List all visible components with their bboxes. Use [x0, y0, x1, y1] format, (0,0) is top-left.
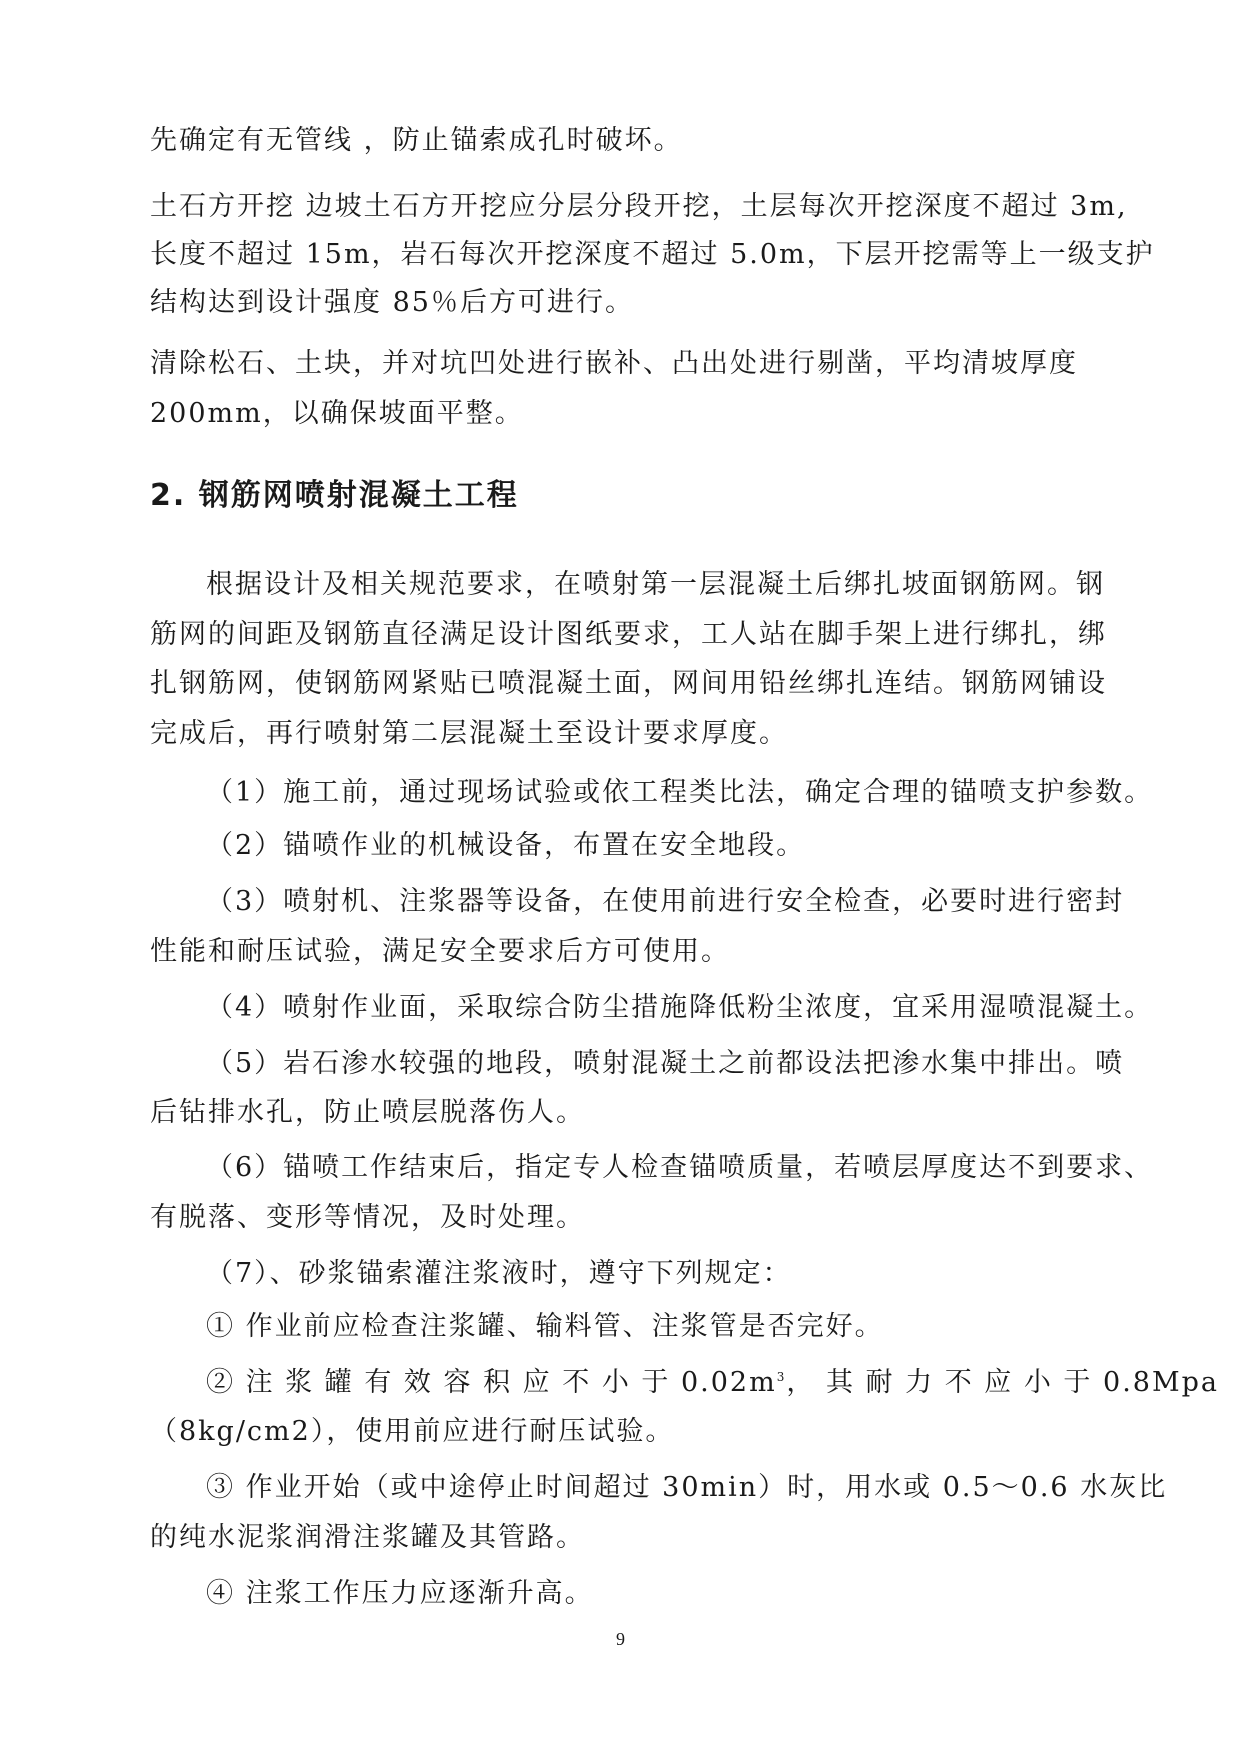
- sub-list-item: ④ 注浆工作压力应逐渐升高。: [206, 1578, 594, 1609]
- superscript: 3: [776, 1370, 787, 1384]
- list-item: （2）锚喷作业的机械设备，布置在安全地段。: [206, 830, 806, 861]
- list-item: （7）、砂浆锚索灌注浆液时，遵守下列规定：: [206, 1258, 792, 1289]
- paragraph-line: 完成后，再行喷射第二层混凝土至设计要求厚度。: [150, 718, 788, 749]
- sub-list-item: ① 作业前应检查注浆罐、输料管、注浆管是否完好。: [206, 1311, 884, 1342]
- sub-list-item-continuation: （8kg/cm2），使用前应进行耐压试验。: [150, 1416, 675, 1447]
- list-item: （1）施工前，通过现场试验或依工程类比法，确定合理的锚喷支护参数。: [206, 777, 1154, 808]
- sub-list-item-text: ， 其 耐 力 不 应 小 于 0.8Mpa: [786, 1367, 1219, 1398]
- list-item-continuation: 性能和耐压试验，满足安全要求后方可使用。: [150, 936, 730, 967]
- section-heading: 2. 钢筋网喷射混凝土工程: [150, 478, 519, 513]
- text-line: 土石方开挖 边坡土石方开挖应分层分段开挖，土层每次开挖深度不超过 3m,: [150, 191, 1128, 222]
- text-line: 先确定有无管线 ，防止锚索成孔时破坏。: [150, 125, 683, 156]
- list-item: （5）岩石渗水较强的地段，喷射混凝土之前都设法把渗水集中排出。喷: [206, 1048, 1125, 1079]
- text-line: 200mm，以确保坡面平整。: [150, 398, 524, 429]
- sub-list-item: [206, 1366, 1219, 1400]
- sub-list-item: ③ 作业开始（或中途停止时间超过 30min）时，用水或 0.5～0.6 水灰比: [206, 1472, 1168, 1503]
- list-item: （4）喷射作业面，采取综合防尘措施降低粉尘浓度，宜采用湿喷混凝土。: [206, 992, 1154, 1023]
- paragraph-line: 筋网的间距及钢筋直径满足设计图纸要求，工人站在脚手架上进行绑扎，绑: [150, 619, 1107, 650]
- text-line: 结构达到设计强度 85％后方可进行。: [150, 287, 634, 318]
- text-line: 清除松石、土块，并对坑凹处进行嵌补、凸出处进行剔凿，平均清坡厚度: [150, 348, 1078, 379]
- paragraph-line: 根据设计及相关规范要求，在喷射第一层混凝土后绑扎坡面钢筋网。钢: [206, 569, 1105, 600]
- text-line: 长度不超过 15m，岩石每次开挖深度不超过 5.0m，下层开挖需等上一级支护: [150, 239, 1155, 270]
- paragraph-line: 扎钢筋网，使钢筋网紧贴已喷混凝土面，网间用铅丝绑扎连结。钢筋网铺设: [150, 668, 1107, 699]
- list-item: （3）喷射机、注浆器等设备，在使用前进行安全检查，必要时进行密封: [206, 886, 1125, 917]
- page-number: 9: [616, 1629, 625, 1649]
- list-item-continuation: 有脱落、变形等情况，及时处理。: [150, 1202, 585, 1233]
- sub-list-item-continuation: 的纯水泥浆润滑注浆罐及其管路。: [150, 1522, 585, 1553]
- sub-list-item-text: ② 注 浆 罐 有 效 容 积 应 不 小 于 0.02m: [206, 1367, 777, 1398]
- list-item-continuation: 后钻排水孔，防止喷层脱落伤人。: [150, 1097, 585, 1128]
- list-item: （6）锚喷工作结束后，指定专人检查锚喷质量，若喷层厚度达不到要求、: [206, 1152, 1154, 1183]
